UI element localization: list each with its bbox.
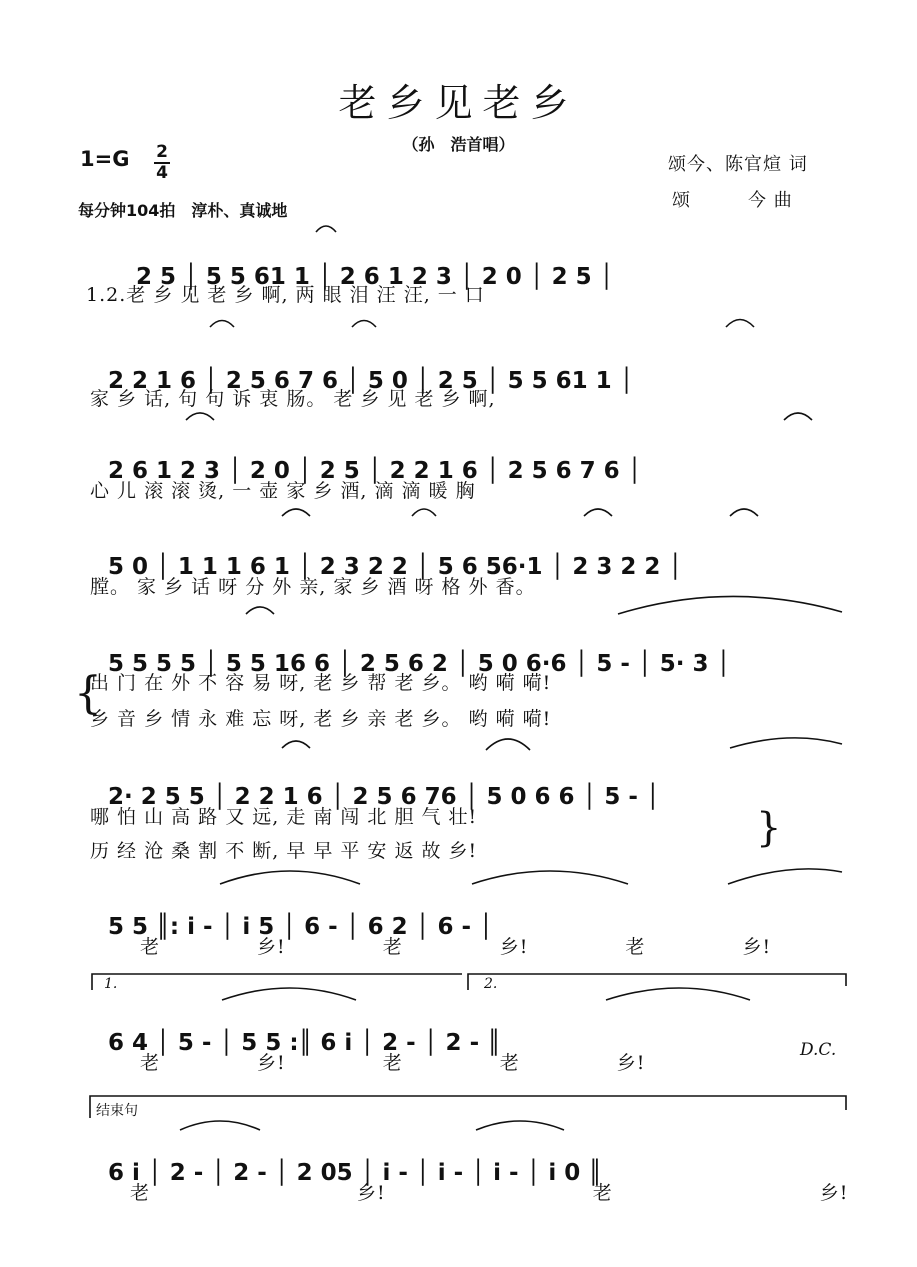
volta-1-label: 1. [104, 976, 118, 992]
notes-row-1-text: 2 5 │ 5 5 61 1 │ 2 6 1 2 3 │ 2 0 │ 2 5 │ [136, 264, 614, 290]
lyrics-row-6-verse-1: 哪 怕 山 高 路 又 远, 走 南 闯 北 胆 气 壮! [90, 806, 478, 828]
lyrics-row-6-verse-2: 历 经 沧 桑 割 不 断, 早 早 平 安 返 故 乡! [90, 840, 478, 862]
subtitle: （孙 浩首唱） [402, 135, 515, 154]
notes-row-8-text: 6 4 │ 5 - │ 5 5 :║ 6 i │ 2 - │ 2 - ║ [108, 1030, 501, 1056]
key-signature: 1=G [80, 147, 130, 171]
lyrics-row-4: 膛。 家 乡 话 呀 分 外 亲, 家 乡 酒 呀 格 外 香。 [90, 576, 536, 598]
da-capo-mark: D.C. [800, 1040, 837, 1060]
notes-row-9-text: 6 i │ 2 - │ 2 - │ 2 05 │ i - │ i - │ i - │ i 0 ║ [108, 1160, 603, 1186]
lyrics-row-7: 老 乡! 老 乡! 老 乡! [140, 936, 772, 958]
verse-brace-left: { [74, 668, 102, 719]
volta-2-label: 2. [484, 976, 498, 992]
composer-credit: 颂 今 曲 [672, 190, 793, 211]
lyrics-row-1: 1.2.老 乡 见 老 乡 啊, 两 眼 泪 汪 汪, 一 口 [86, 284, 485, 306]
song-title: 老乡见老乡 [338, 81, 579, 125]
lyrics-row-3: 心 儿 滚 滚 烫, 一 壶 家 乡 酒, 滴 滴 暖 胸 [90, 480, 476, 502]
notes-row-6-text: 2· 2 5 5 │ 2 2 1 6 │ 2 5 6 76 │ 5 0 6 6 │ 5 - │ [108, 784, 660, 810]
lyrics-row-9: 老 乡! 老 乡! [130, 1182, 849, 1204]
lyrics-row-8: 老 乡! 老 老 乡! [140, 1052, 646, 1074]
tempo-marking: 每分钟104拍 淳朴、真诚地 [78, 201, 288, 220]
verse-brace-right: } [756, 805, 782, 851]
coda-label: 结束句 [96, 1103, 138, 1119]
time-sig-bottom: 4 [156, 163, 168, 183]
lyrics-row-2: 家 乡 话, 句 句 诉 衷 肠。 老 乡 见 老 乡 啊, [90, 388, 496, 410]
lyrics-row-5-verse-1: 出 门 在 外 不 容 易 呀, 老 乡 帮 老 乡。 哟 嗬 嗬! [90, 672, 552, 694]
time-sig-top: 2 [156, 142, 168, 162]
lyrics-row-5-verse-2: 乡 音 乡 情 永 难 忘 呀, 老 乡 亲 老 乡。 哟 嗬 嗬! [90, 708, 552, 730]
notes-row-4-text: 5 0 │ 1 1 1 6 1 │ 2 3 2 2 │ 5 6 56·1 │ 2 3 2 2 │ [108, 554, 683, 580]
notes-row-2-text: 2 2 1 6 │ 2 5 6 7 6 │ 5 0 │ 2 5 │ 5 5 61 1 │ [108, 368, 634, 394]
notes-row-3-text: 2 6 1 2 3 │ 2 0 │ 2 5 │ 2 2 1 6 │ 2 5 6 7 6 │ [108, 458, 642, 484]
notes-row-5-text: 5 5 5 5 │ 5 5 16 6 │ 2 5 6 2 │ 5 0 6·6 │ 5 - │ 5· 3 │ [108, 651, 731, 677]
lyricist-credit: 颂今、陈官煊 词 [668, 154, 808, 175]
notes-row-7-text: 5 5 ║: i - │ i 5 │ 6 - │ 6 2 │ 6 - │ [108, 914, 493, 940]
